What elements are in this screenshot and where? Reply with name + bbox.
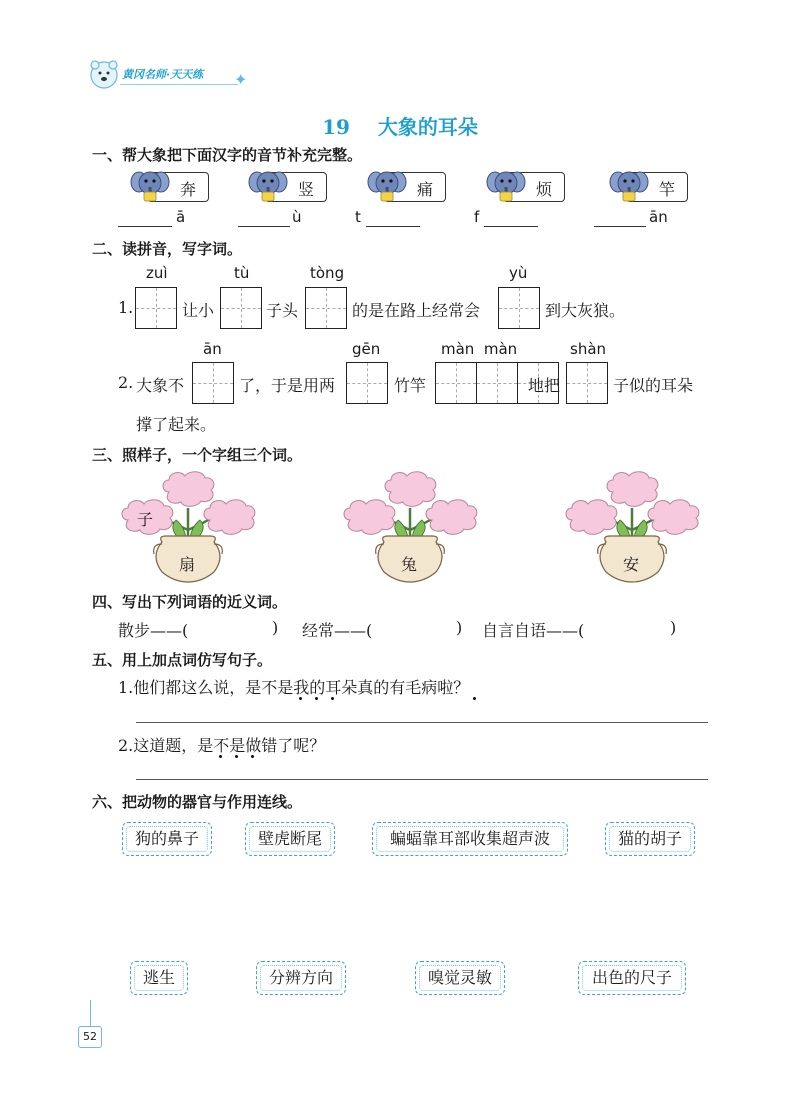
badge-char: 奔 bbox=[179, 180, 196, 199]
answer-blank[interactable] bbox=[484, 226, 538, 227]
page-number: 52 bbox=[83, 1030, 97, 1043]
section-3-title: 三、照样子，一个字组三个词。 bbox=[92, 446, 303, 464]
answer-blank[interactable] bbox=[118, 226, 172, 227]
synonym-item-2: 经常——( bbox=[302, 621, 373, 640]
pinyin-yu: yù bbox=[509, 264, 528, 282]
emphasis-dot bbox=[235, 755, 238, 758]
pinyin-zui: zuì bbox=[146, 264, 168, 282]
pinyin-gen: gēn bbox=[352, 340, 381, 358]
syllable-hint: ù bbox=[292, 208, 302, 226]
pinyin-manman: màn màn bbox=[441, 340, 518, 358]
organ-dog-nose[interactable]: 狗的鼻子 bbox=[122, 822, 212, 856]
grid-tu[interactable] bbox=[220, 287, 261, 329]
syllable-hint: f bbox=[474, 208, 480, 226]
q1-number: 1. bbox=[118, 298, 134, 317]
grid-zui[interactable] bbox=[135, 287, 176, 329]
pot-char: 扇 bbox=[179, 555, 196, 574]
imitate-q2: 2.这道题，是不是做错了呢？ bbox=[118, 736, 326, 755]
function-escape[interactable]: 逃生 bbox=[130, 961, 188, 995]
organ-gecko-tail[interactable]: 壁虎断尾 bbox=[245, 822, 335, 856]
syllable-hint: t bbox=[355, 208, 361, 226]
section-5-title: 五、用上加点词仿写句子。 bbox=[92, 651, 273, 669]
elephant-icon bbox=[130, 165, 170, 205]
sparkle-icon: ✦ bbox=[234, 70, 248, 89]
footer-rule bbox=[90, 1000, 91, 1026]
lesson-number: 19 bbox=[322, 115, 350, 139]
flower-pot-plant bbox=[562, 470, 702, 585]
section-1-title: 一、帮大象把下面汉字的音节补充完整。 bbox=[92, 146, 363, 164]
char-badge bbox=[384, 172, 446, 202]
synonym-item-1: 散步——( bbox=[118, 621, 189, 640]
answer-blank[interactable] bbox=[238, 226, 290, 227]
emphasis-dot bbox=[251, 755, 254, 758]
synonym-item-3: 自言自语——( bbox=[482, 621, 585, 640]
q2-text-cont: 撑了起来。 bbox=[136, 415, 217, 434]
synonym-close-3: ) bbox=[670, 618, 677, 637]
grid-an[interactable] bbox=[192, 362, 233, 404]
brand-underline bbox=[120, 84, 238, 85]
emphasis-dot bbox=[219, 755, 222, 758]
brand-text: 黄冈名师·天天练 bbox=[122, 68, 204, 81]
emphasis-dot bbox=[315, 697, 318, 700]
pot-char: 兔 bbox=[401, 555, 418, 574]
answer-blank[interactable] bbox=[594, 226, 646, 227]
grid-tong[interactable] bbox=[305, 287, 346, 329]
badge-char: 烦 bbox=[535, 180, 552, 199]
flower-pot-plant bbox=[340, 470, 480, 585]
q1-text-1: 让小 bbox=[182, 301, 215, 320]
pinyin-an: ān bbox=[203, 340, 222, 358]
organ-bat-ear[interactable]: 蝙蝠靠耳部收集超声波 bbox=[372, 822, 568, 856]
char-badge bbox=[626, 172, 688, 202]
q2-text-2: 了，于是用两 bbox=[239, 376, 336, 395]
imitate-q1: 1.他们都这么说，是不是我的耳朵真的有毛病啦？ bbox=[118, 678, 470, 697]
section-2-title: 二、读拼音，写字词。 bbox=[92, 240, 243, 258]
emphasis-dot bbox=[473, 697, 476, 700]
char-badge bbox=[147, 172, 209, 202]
grid-yu[interactable] bbox=[498, 287, 539, 329]
header-brand bbox=[88, 58, 258, 92]
q2-text-4: 地把 bbox=[528, 376, 561, 395]
badge-char: 痛 bbox=[416, 180, 433, 199]
elephant-icon bbox=[248, 165, 288, 205]
q2-number: 2. bbox=[118, 373, 134, 392]
answer-blank[interactable] bbox=[366, 226, 420, 227]
elephant-icon bbox=[367, 165, 407, 205]
answer-line-1[interactable] bbox=[136, 722, 708, 723]
q1-text-3: 的是在路上经常会 bbox=[352, 301, 481, 320]
emphasis-dot bbox=[331, 697, 334, 700]
example-char: 子 bbox=[137, 510, 154, 529]
answer-line-2[interactable] bbox=[136, 779, 708, 780]
emphasis-dot bbox=[299, 697, 302, 700]
grid-shan[interactable] bbox=[566, 362, 607, 404]
function-direction[interactable]: 分辨方向 bbox=[256, 961, 346, 995]
organ-cat-whisker[interactable]: 猫的胡子 bbox=[605, 822, 695, 856]
function-ruler[interactable]: 出色的尺子 bbox=[578, 961, 686, 995]
pinyin-shan: shàn bbox=[570, 340, 607, 358]
lesson-name: 大象的耳朵 bbox=[377, 115, 478, 139]
q2-text-5: 子似的耳朵 bbox=[613, 376, 694, 395]
char-badge bbox=[265, 172, 327, 202]
pinyin-tong: tòng bbox=[310, 264, 345, 282]
char-badge bbox=[503, 172, 565, 202]
elephant-icon bbox=[609, 165, 649, 205]
q1-text-2: 子头 bbox=[266, 301, 299, 320]
elephant-icon bbox=[486, 165, 526, 205]
flower-pot-plant bbox=[118, 470, 258, 585]
bear-logo-icon bbox=[88, 58, 120, 90]
syllable-hint: ān bbox=[649, 208, 668, 226]
section-4-title: 四、写出下列词语的近义词。 bbox=[92, 593, 288, 611]
synonym-close-2: ) bbox=[456, 618, 463, 637]
section-6-title: 六、把动物的器官与作用连线。 bbox=[92, 793, 303, 811]
q2-text-3: 竹竿 bbox=[394, 376, 427, 395]
syllable-hint: ā bbox=[176, 208, 186, 226]
grid-gen[interactable] bbox=[346, 362, 387, 404]
q2-text-1: 大象不 bbox=[136, 376, 185, 395]
function-smell[interactable]: 嗅觉灵敏 bbox=[415, 961, 505, 995]
lesson-title bbox=[0, 111, 800, 140]
badge-char: 竖 bbox=[297, 180, 314, 199]
synonym-close-1: ) bbox=[272, 618, 279, 637]
q1-text-4: 到大灰狼。 bbox=[545, 301, 626, 320]
pot-char: 安 bbox=[623, 555, 640, 574]
pinyin-tu: tù bbox=[234, 264, 250, 282]
page-number-box bbox=[78, 1026, 102, 1048]
badge-char: 竿 bbox=[658, 180, 675, 199]
